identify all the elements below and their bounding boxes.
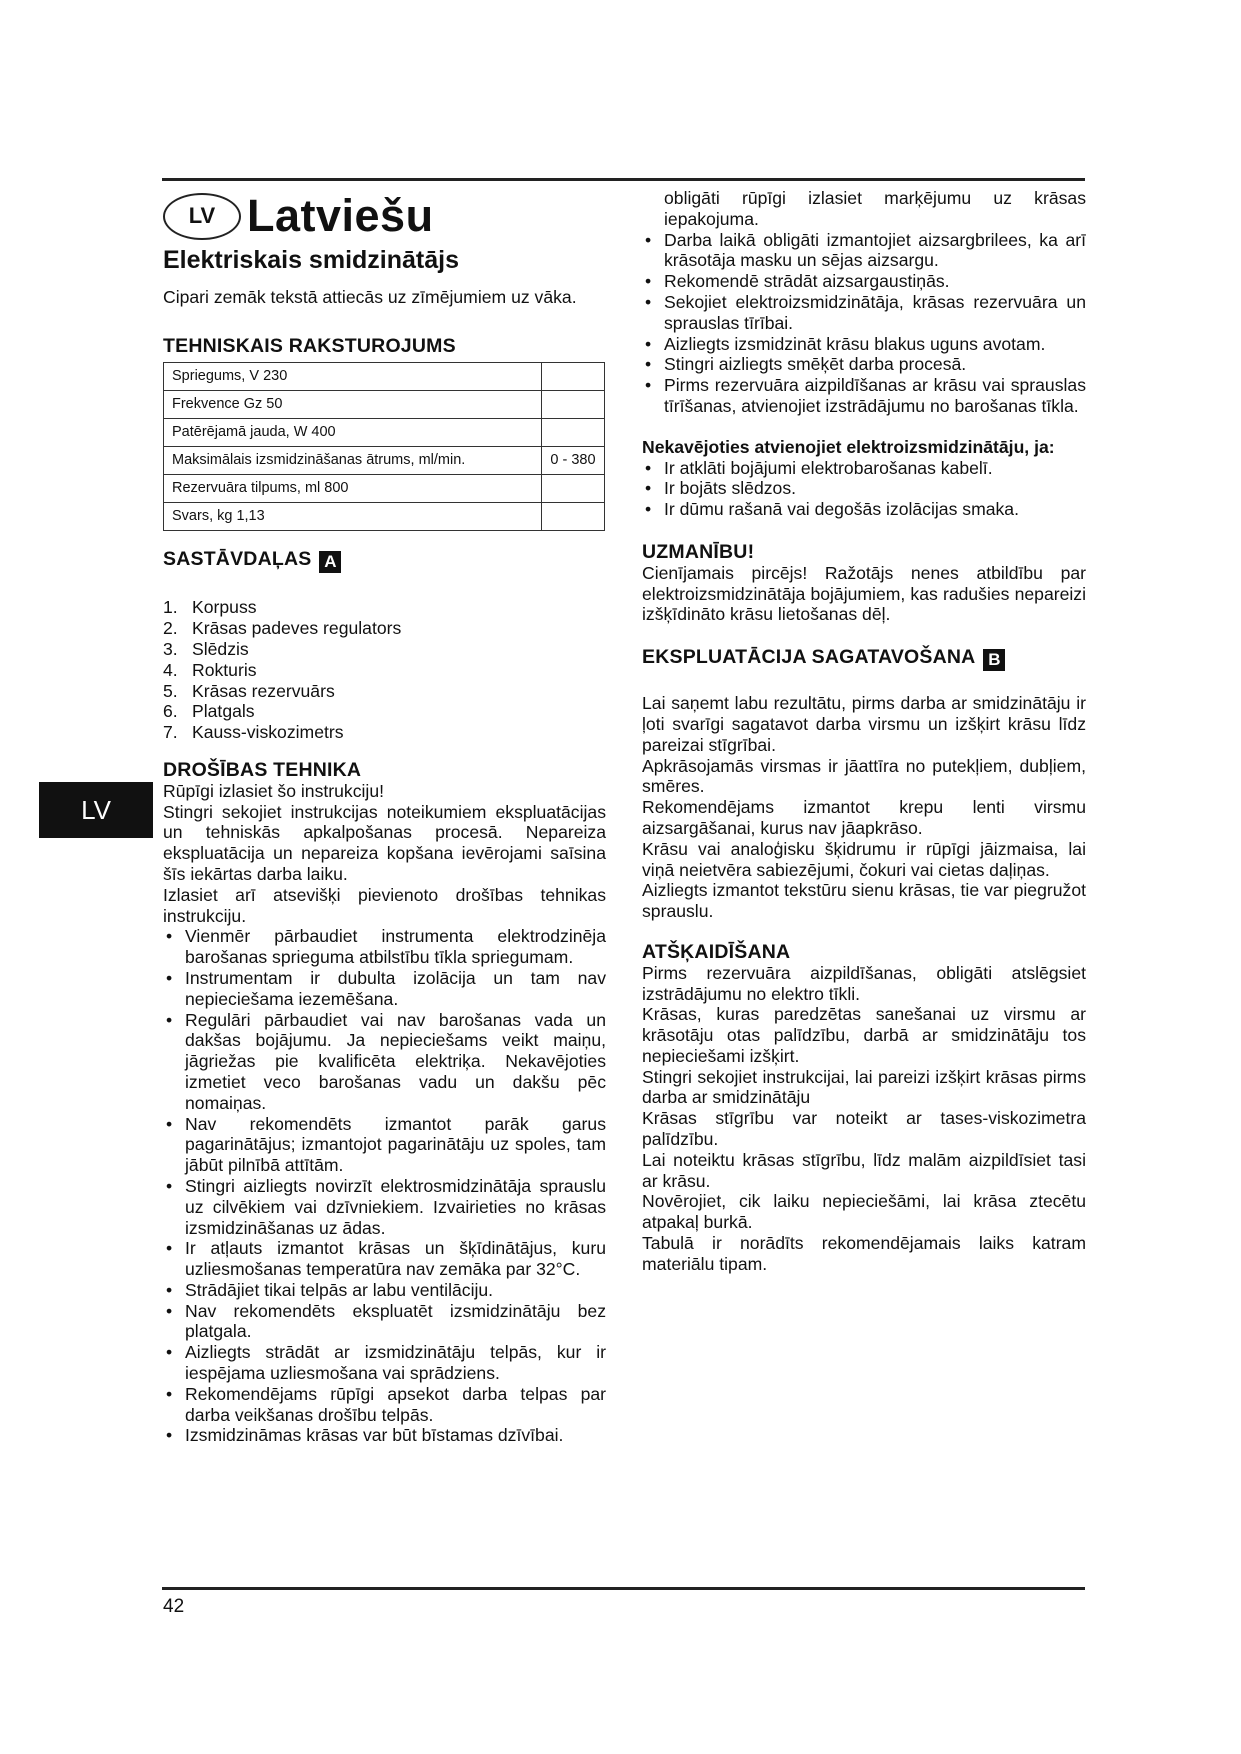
spec-value — [542, 363, 605, 391]
thinning-paragraph: Lai noteiktu krāsas stīgrību, līdz malām aizpildīsiet tasi ar krāsu. — [642, 1149, 1086, 1191]
item-label: Kauss-viskozimetrs — [192, 722, 344, 743]
parts-heading-text: SASTĀVDAĻAS — [163, 548, 312, 571]
item-number: 6. — [163, 701, 178, 722]
figure-badge-a: A — [319, 551, 341, 573]
safety-bullet-list — [163, 926, 606, 1446]
item-label: Platgals — [192, 701, 255, 722]
attention-text: Cienījamais pircējs! Ražotājs nenes atbildību par elektroizsmidzinātāja bojājumiem, kas radušies nepareizi izšķīdināto krāsu lietošanas dēļ. — [642, 562, 1086, 625]
item-label: Rokturis — [192, 659, 257, 680]
preparation-paragraph: Krāsu vai analoģisku šķidrumu ir rūpīgi jāizmaisa, lai viņā neietvēra sabiezējumi, čokuri vai cietas daļiņas. — [642, 838, 1086, 880]
language-code-oval: LV — [163, 193, 241, 240]
list-item: • Izsmidzināmas krāsas var būt bīstamas dzīvībai. — [163, 1425, 606, 1446]
spec-label: Patērējamā jauda, W 400 — [164, 419, 542, 447]
list-item: • Rekomendējams rūpīgi apsekot darba telpas par darba veikšanas drošību telpās. — [163, 1384, 606, 1426]
bottom-rule — [162, 1587, 1085, 1590]
top-rule — [162, 178, 1085, 181]
item-label: Krāsas rezervuārs — [192, 680, 335, 701]
preparation-paragraph: Rekomendējams izmantot krepu lenti virsmu aizsargāšanai, kurus nav jāapkrāso. — [642, 797, 1086, 838]
list-item: • Ir atļauts izmantot krāsas un šķīdinātājus, kuru uzliesmošanas temperatūra nav zemāka par 32°C. — [163, 1238, 606, 1280]
tech-heading: TEHNISKAIS RAKSTUROJUMS — [163, 334, 456, 357]
list-item: • Instrumentam ir dubulta izolācija un tam nav nepieciešama iezemēšana. — [163, 968, 606, 1010]
language-header — [163, 188, 606, 244]
table-row — [164, 503, 605, 531]
spec-label: Frekvence Gz 50 — [164, 391, 542, 419]
list-item: • Regulāri pārbaudiet vai nav barošanas vada un dakšas bojājumu. Ja nepieciešams veikt maiņu, jāgriežas pie kvalificēta elektriķa. Nekavējoties izmetiet veco barošanas vadu un dakšu pēc nomaiņas. — [163, 1010, 606, 1114]
spec-value — [542, 475, 605, 503]
safety-paragraph: Stingri sekojiet instrukcijas noteikumiem ekspluatācijas un tehniskās apkalpošanas procesā. Nepareiza ekspluatācija un nepareiza kopšana ievērojami saīsina šīs iekārtas darba laiku. — [163, 801, 606, 884]
item-number: 1. — [163, 597, 178, 618]
table-row — [164, 363, 605, 391]
list-item — [163, 618, 606, 639]
figure-badge-b: B — [983, 649, 1005, 671]
item-number: 4. — [163, 659, 178, 680]
list-item — [163, 722, 606, 743]
preparation-heading-text: EKSPLUATĀCIJA SAGATAVOŠANA — [642, 646, 976, 669]
spec-value: 0 - 380 — [542, 447, 605, 475]
preparation-paragraph: Aizliegts izmantot tekstūru sienu krāsas, tie var piegružot sprauslu. — [642, 880, 1086, 922]
preparation-paragraph: Apkrāsojamās virsmas ir jāattīra no putekļiem, dubļiem, smēres. — [642, 755, 1086, 797]
attention-heading: UZMANĪBU! — [642, 540, 755, 563]
list-item: • Strādājiet tikai telpās ar labu ventilāciju. — [163, 1280, 606, 1301]
thinning-paragraph: Tabulā ir norādīts rekomendējamais laiks katram materiālu tipam. — [642, 1233, 1086, 1274]
list-item: • Nav rekomendēts izmantot parāk garus pagarinātājus; izmantojot pagarinātāju uz spoles, tam jābūt pilnībā attītām. — [163, 1114, 606, 1176]
safety-paragraph: Izlasiet arī atsevišķi pievienoto drošības tehnikas instrukciju. — [163, 884, 606, 926]
list-item: • Ir bojāts slēdzos. — [642, 478, 1086, 499]
list-item — [163, 701, 606, 722]
left-column — [163, 188, 606, 1446]
safety-paragraph: Rūpīgi izlasiet šo instrukciju! — [163, 780, 384, 801]
right-column — [642, 188, 1086, 1275]
list-item — [163, 639, 606, 660]
thinning-paragraph: Krāsas, kuras paredzētas sanešanai uz virsmu ar krāsotāju otas palīdzību, darbā ar smidzinātāju tos nepieciešami izšķirt. — [642, 1004, 1086, 1066]
item-number: 2. — [163, 618, 178, 639]
parts-heading — [163, 549, 606, 573]
preparation-body — [642, 693, 1086, 922]
table-row — [164, 475, 605, 503]
disconnect-heading: Nekavējoties atvienojiet elektroizsmidzinātāju, ja: — [642, 436, 1055, 457]
continued-text: obligāti rūpīgi izlasiet marķējumu uz krāsas iepakojuma. — [664, 188, 1086, 229]
list-item: • Sekojiet elektroizsmidzinātāja, krāsas rezervuāra un sprauslas tīrībai. — [642, 292, 1086, 334]
item-number: 7. — [163, 722, 178, 743]
continued-bullet-list — [642, 230, 1086, 417]
list-item — [163, 660, 606, 681]
table-row — [164, 447, 605, 475]
spec-value — [542, 419, 605, 447]
item-label: Krāsas padeves regulators — [192, 618, 402, 639]
thinning-heading: ATŠĶAIDĪŠANA — [642, 940, 791, 963]
language-side-tab: LV — [39, 782, 153, 838]
list-item: • Ir atklāti bojājumi elektrobarošanas kabelī. — [642, 458, 1086, 479]
parts-list — [163, 597, 606, 743]
spec-label: Spriegums, V 230 — [164, 363, 542, 391]
preparation-heading — [642, 647, 1086, 671]
preparation-paragraph: Lai saņemt labu rezultātu, pirms darba ar smidzinātāju ir ļoti svarīgi sagatavot darba virsmu un izšķirt krāsu līdz pareizai stīgrībai. — [642, 693, 1086, 755]
language-title: Latviešu — [247, 189, 434, 241]
spec-label: Rezervuāra tilpums, ml 800 — [164, 475, 542, 503]
list-item: • Aizliegts strādāt ar izsmidzinātāju telpās, kur ir iespējama uzliesmošana vai sprādziens. — [163, 1342, 606, 1384]
item-label: Slēdzis — [192, 638, 249, 659]
thinning-paragraph: Stingri sekojiet instrukcijai, lai pareizi izšķirt krāsas pirms darba ar smidzinātāju — [642, 1066, 1086, 1108]
list-item: • Pirms rezervuāra aizpildīšanas ar krāsu vai sprauslas tīrīšanas, atvienojiet izstrādājumu no barošanas tīkla. — [642, 375, 1086, 417]
thinning-paragraph: Pirms rezervuāra aizpildīšanas, obligāti atslēgsiet izstrādājumu no elektro tīkli. — [642, 962, 1086, 1004]
list-item: • Darba laikā obligāti izmantojiet aizsargbrilees, ka arī krāsotāja masku un sējas aizsargu. — [642, 230, 1086, 272]
safety-heading: DROŠĪBAS TEHNIKA — [163, 758, 362, 781]
table-row — [164, 391, 605, 419]
list-item: • Vienmēr pārbaudiet instrumenta elektrodzinēja barošanas sprieguma atbilstību tīkla spriegumam. — [163, 926, 606, 968]
spec-value — [542, 391, 605, 419]
list-item — [163, 597, 606, 618]
list-item: • Stingri aizliegts smēķēt darba procesā. — [642, 354, 1086, 375]
spec-label: Svars, kg 1,13 — [164, 503, 542, 531]
spec-label: Maksimālais izsmidzināšanas ātrums, ml/min. — [164, 447, 542, 475]
thinning-paragraph: Novērojiet, cik laiku nepieciešāmi, lai krāsa ztecētu atpakaļ burkā. — [642, 1191, 1086, 1233]
list-item — [163, 681, 606, 702]
list-item: • Rekomendē strādāt aizsargaustiņās. — [642, 271, 1086, 292]
item-label: Korpuss — [192, 597, 257, 618]
list-item: • Ir dūmu rašanā vai degošās izolācijas smaka. — [642, 499, 1086, 520]
thinning-paragraph: Krāsas stīgrību var noteikt ar tases-viskozimetra palīdzību. — [642, 1108, 1086, 1150]
table-row — [164, 419, 605, 447]
item-number: 5. — [163, 680, 178, 701]
document-subtitle: Elektriskais smidzinātājs — [163, 246, 459, 274]
item-number: 3. — [163, 638, 178, 659]
page-number: 42 — [163, 1596, 185, 1617]
disconnect-bullet-list — [642, 458, 1086, 520]
list-item: • Nav rekomendēts ekspluatēt izsmidzinātāju bez platgala. — [163, 1301, 606, 1343]
list-item: • Aizliegts izsmidzināt krāsu blakus uguns avotam. — [642, 334, 1086, 355]
list-item: • Stingri aizliegts novirzīt elektrosmidzinātāja sprauslu uz cilvēkiem vai dzīvniekiem. Izvairieties no krāsas izsmidzināšanas uz ādas. — [163, 1176, 606, 1238]
spec-value — [542, 503, 605, 531]
intro-text: Cipari zemāk tekstā attiecās uz zīmējumiem uz vāka. — [163, 286, 577, 307]
tech-spec-table — [163, 362, 605, 531]
